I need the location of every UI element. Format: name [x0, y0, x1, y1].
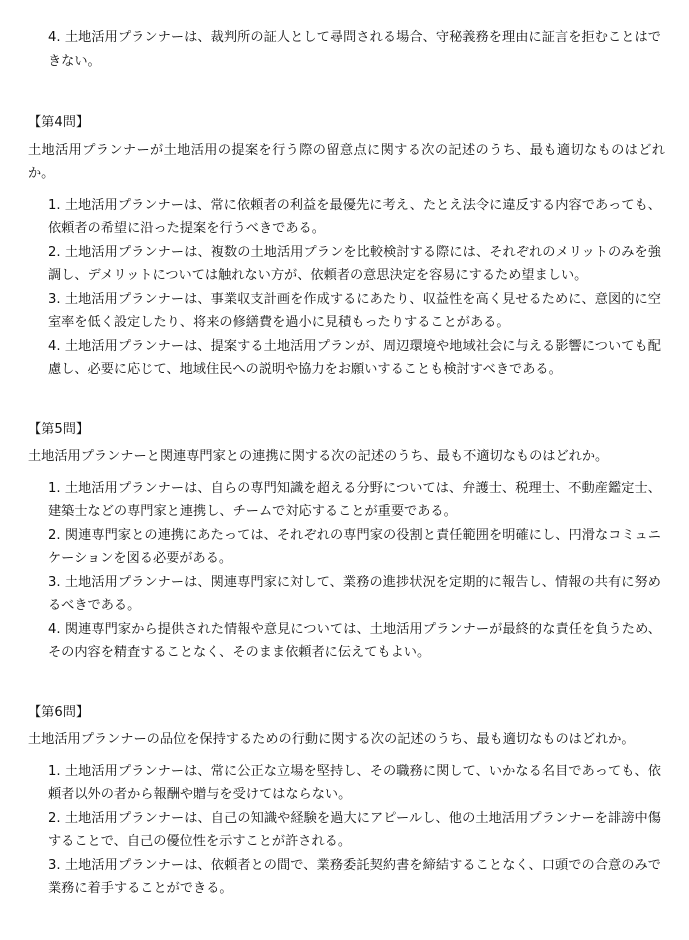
question-stem: 土地活用プランナーが土地活用の提案を行う際の留意点に関する次の記述のうち、最も適切なものはどれか。: [28, 142, 665, 181]
option-4: 4. 関連専門家から提供された情報や意見については、土地活用プランナーが最終的な責任を負うため、その内容を精査することなく、そのまま依頼者に伝えてもよい。: [48, 621, 661, 660]
question-4: [28, 111, 665, 382]
prev-question-option-4: 4. 土地活用プランナーは、裁判所の証人として尋問される場合、守秘義務を理由に証言を拒むことはできない。: [48, 30, 661, 69]
option-1: 1. 土地活用プランナーは、常に公正な立場を堅持し、その職務に関して、いかなる名目であっても、依頼者以外の者から報酬や贈与を受けてはならない。: [48, 763, 661, 802]
option-1: 1. 土地活用プランナーは、常に依頼者の利益を最優先に考え、たとえ法令に違反する内容であっても、依頼者の希望に沿った提案を行うべきである。: [48, 197, 661, 236]
option-list: [28, 194, 665, 382]
spacer: [28, 665, 665, 701]
option-4: 4. 土地活用プランナーは、提案する土地活用プランが、周辺環境や地域社会に与える影響についても配慮し、必要に応じて、地域住民への説明や協力をお願いすることも検討すべきである。: [48, 338, 661, 377]
question-stem: 土地活用プランナーと関連専門家との連携に関する次の記述のうち、最も不適切なものはどれか。: [28, 449, 609, 464]
option-3: 3. 土地活用プランナーは、関連専門家に対して、業務の進捗状況を定期的に報告し、情報の共有に努めるべきである。: [48, 574, 661, 613]
question-heading: 【第6問】: [28, 704, 90, 720]
option-2: 2. 土地活用プランナーは、複数の土地活用プランを比較検討する際には、それぞれのメリットのみを強調し、デメリットについては触れない方が、依頼者の意思決定を容易にするため望ましい。: [48, 244, 661, 283]
question-6: [28, 701, 665, 901]
option-2: 2. 土地活用プランナーは、自己の知識や経験を過大にアピールし、他の土地活用プランナーを誹謗中傷することで、自己の優位性を示すことが許される。: [48, 810, 661, 849]
question-heading: 【第4問】: [28, 115, 90, 130]
option-list: [28, 477, 665, 665]
question-stem: 土地活用プランナーの品位を保持するための行動に関する次の記述のうち、最も適切なものはどれか。: [28, 732, 635, 747]
option-2: 2. 関連専門家との連携にあたっては、それぞれの専門家の役割と責任範囲を明確にし、円滑なコミュニケーションを図る必要がある。: [48, 527, 661, 566]
spacer: [28, 73, 665, 111]
option-1: 1. 土地活用プランナーは、自らの専門知識を超える分野については、弁護士、税理士、不動産鑑定士、建築士などの専門家と連携し、チームで対応することが重要である。: [48, 480, 661, 519]
spacer: [28, 382, 665, 418]
option-3: 3. 土地活用プランナーは、依頼者との間で、業務委託契約書を締結することなく、口頭での合意のみで業務に着手することができる。: [48, 857, 661, 896]
option-list: [28, 760, 665, 901]
question-5: [28, 418, 665, 665]
question-heading: 【第5問】: [28, 421, 90, 437]
option-3: 3. 土地活用プランナーは、事業収支計画を作成するにあたり、収益性を高く見せるために、意図的に空室率を低く設定したり、将来の修繕費を過小に見積もったりすることがある。: [48, 291, 661, 330]
